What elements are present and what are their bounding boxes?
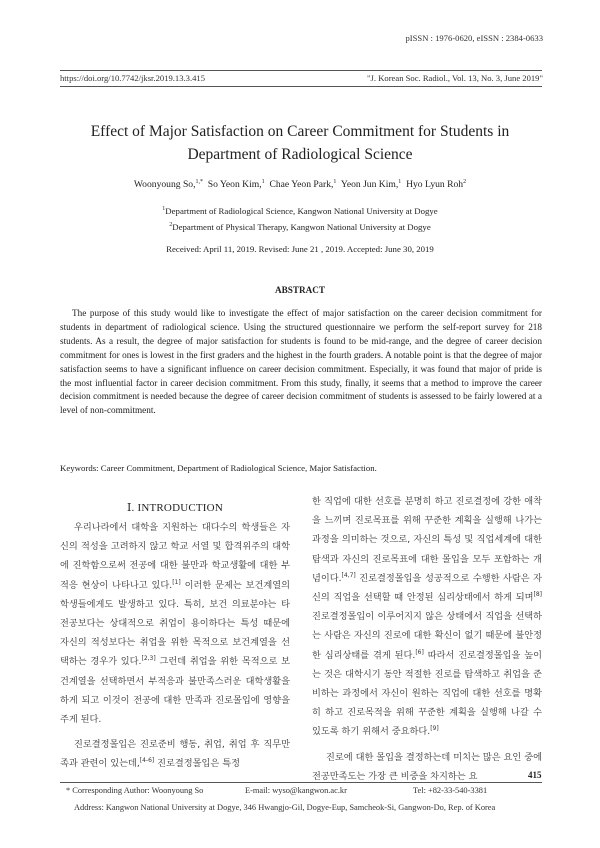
page-number: 415: [528, 770, 542, 780]
citation[interactable]: [2,3]: [141, 655, 156, 663]
title-line-2: Department of Radiological Science: [187, 146, 413, 163]
citation[interactable]: [4,7]: [341, 571, 356, 579]
author-list: [40, 179, 560, 190]
author-address: Address: Kangwon National University at Dogye, 346 Hwangjo-Gil, Dogye-Eup, Samcheok-Si, Gangwon-Do, Rep. of Korea: [74, 803, 496, 812]
corresponding-author: * Corresponding Author: Woonyoung So: [66, 786, 204, 795]
issn-line: pISSN : 1976-0620, eISSN : 2384-0633: [405, 33, 543, 43]
citation[interactable]: [6]: [415, 648, 424, 656]
abstract-heading: ABSTRACT: [274, 285, 326, 295]
abstract-body: The purpose of this study would like to investigate the effect of major satisfaction on the career decision commitment for students in department of radiological science. Using the structured questionnaire we perform the self-report survey for 218 students. As a result, the degree of major satisfaction for students is found to be mid-range, and the degree of career decision commitment for ones is lowest in the first graders and the highest in the fourth graders. A notable point is that the degree of major satisfaction seems to have a significant influence on career decision commitment. Especially, it was found that major of pride is the most influential factor in career decision commitment. From this study, finally, it seems that a method to improve the career decision commitment is needed because the degree of career decision commitment of students is assessed to be fairly lowered at a level of non-commitment.: [60, 308, 542, 416]
author-email[interactable]: E-mail: wyso@kangwon.ac.kr: [245, 786, 347, 795]
affiliation-1: $^1$Department of Radiological Science, Kangwon National University at Dogye: [162, 206, 438, 216]
paragraph: 진로에 대한 몰입을 결정하는데 미치는 많은 요인 중에 전공만족도는 가장 큰 비중을 차지하는 요: [312, 751, 542, 782]
author-3: Chae Yeon Park,$^1$: [269, 178, 337, 190]
submission-dates: Received: April 11, 2019. Revised: June 21 , 2019. Accepted: June 30, 2019: [166, 244, 434, 254]
citation[interactable]: [8]: [533, 590, 542, 598]
keywords: Keywords: Career Commitment, Department of Radiological Science, Major Satisfaction.: [60, 463, 377, 473]
author-2: So Yeon Kim,$^1$: [207, 178, 265, 190]
section-heading-introduction: Ⅰ. INTRODUCTION: [127, 502, 223, 514]
doi-link[interactable]: https://doi.org/10.7742/jksr.2019.13.3.415: [60, 73, 205, 83]
paragraph: 진로결정몰입은 진로준비 행동, 취업, 취업 후 직무만족과 관련이 있는데,[4-6] 진로결정몰입은 특정: [60, 739, 290, 770]
paper-title: [40, 120, 560, 166]
author-4: Yeon Jun Kim,$^1$: [340, 178, 402, 190]
header-rule-top: [60, 70, 542, 71]
citation[interactable]: [4-6]: [139, 757, 155, 765]
body-left-column: [60, 518, 290, 774]
journal-citation: "J. Korean Soc. Radiol., Vol. 13, No. 3, June 2019": [367, 73, 543, 83]
title-line-1: Effect of Major Satisfaction on Career Commitment for Students in: [90, 123, 510, 140]
affiliation-2: $^2$Department of Physical Therapy, Kangwon National University at Dogye: [169, 222, 431, 232]
citation[interactable]: [1]: [172, 578, 181, 586]
author-5: Hyo Lyun Roh$^2$: [406, 178, 467, 190]
footnote-rule: [60, 782, 542, 783]
author-1: Woonyoung So,$^{1,*}$: [133, 178, 203, 190]
citation[interactable]: [9]: [430, 725, 439, 733]
author-tel: Tel: +82-33-540-3381: [413, 786, 488, 795]
header-rule-bottom: [60, 86, 542, 87]
body-right-column: [312, 492, 542, 786]
paragraph: 한 직업에 대한 선호를 분명히 하고 진로결정에 강한 애착을 느끼며 진로목표를 위해 꾸준한 계획을 실행해 나가는 과정을 의미하는 것으로, 자신의 특성 및 직업세계에 대한 탐색과 자신의 진로목표에 대한 몰입을 모두 포함하는 개념이다.[4,7] 진로결정몰입을 성공적으로 수행한 사람은 자신의 직업을 선택할 때 안정된 심리상태에서 하게 되며[8] 진로결정몰입이 이루어지지 않은 상태에서 직업을 선택하는 사람은 자신의 진로에 대한 확신이 없기 때문에 불안정한 심리상태를 겪게 된다.[6] 따라서 진로결정몰입을 높이는 것은 대학시기 동안 적절한 진로를 탐색하고 취업을 준비하는 과정에서 자신이 원하는 직업에 대한 선호를 명확히 하고 진로목적을 위해 꾸준한 계획을 실행해 나갈 수 있도록 하기 위해서 중요하다.[9]: [312, 496, 543, 738]
paragraph: 우리나라에서 대학을 지원하는 대다수의 학생들은 자신의 적성을 고려하지 않고 학교 서열 및 합격위주의 대학에 진학함으로써 전공에 대한 불만과 학교생활에 대한 부적응 현상이 나타나고 있다.[1] 이러한 문제는 보건계열의 학생들에게도 발생하고 있다. 특히, 보건 의료분야는 타 전공보다는 상대적으로 취업이 용이하다는 특성 때문에 자신의 적성보다는 취업을 위한 목적으로 보건계열을 선택하는 경우가 있다.[2,3] 그런데 취업을 위한 목적으로 보건계열을 선택하면서 부적응과 불만족스러운 대학생활을 하게 되고 이것이 전공에 대한 만족과 진로몰입에 영향을 주게 된다.: [60, 522, 291, 726]
